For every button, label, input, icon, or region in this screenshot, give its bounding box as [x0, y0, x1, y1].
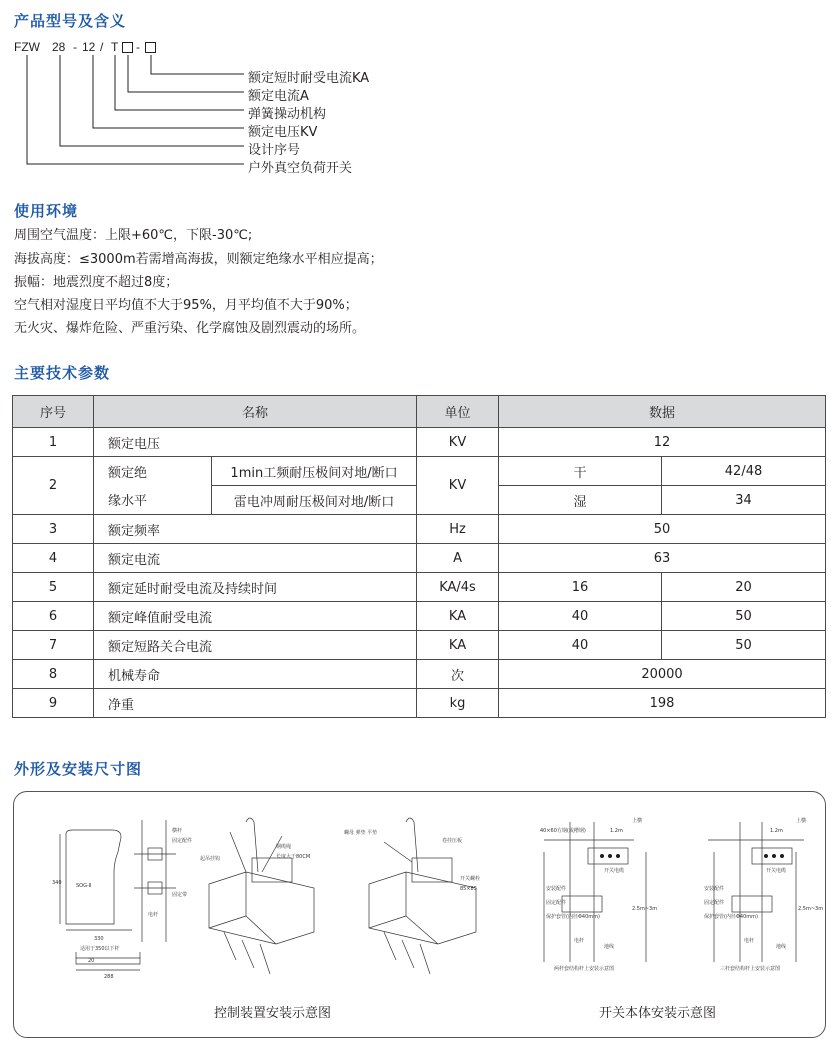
env-altitude: 海拔高度：≤3000m若需增高海拔，则额定绝缘水平相应提高； [14, 252, 383, 267]
label-ground-b: 地线 [776, 944, 787, 950]
cell-dry-value: 42/48 [662, 457, 826, 486]
installation-diagram-panel [13, 791, 826, 1038]
cell-name: 额定绝 [94, 457, 212, 486]
label-protect: 保护套管(内径Φ40mm) [546, 914, 600, 920]
table-row [13, 689, 826, 718]
label-pole-2: 电杆 [574, 938, 585, 944]
table-row [13, 602, 826, 631]
cell-name: 额定电压 [94, 428, 417, 457]
cell-name: 净重 [94, 689, 417, 718]
label-height: 2.5m~3m [632, 906, 658, 912]
cell-unit: KA [417, 602, 499, 631]
code-prefix: FZW [14, 40, 40, 54]
cell-name: 额定电流 [94, 544, 417, 573]
meaning-design-no: 设计序号 [248, 143, 301, 158]
label-size-85: 85×85 [460, 886, 477, 892]
cell-unit: KV [417, 428, 499, 457]
section-title-params: 主要技术参数 [14, 364, 111, 382]
label-support: 安装配件 [546, 886, 567, 892]
label-crossbar-top: 上横 [632, 818, 643, 824]
cell-subname: 雷电冲周耐压极间对地/断口 [212, 486, 417, 515]
dim-20: 20 [88, 958, 95, 964]
cell-no: 8 [13, 660, 94, 689]
cell-no: 1 [13, 428, 94, 457]
cell-data: 20000 [499, 660, 826, 689]
env-seismic: 振幅：地震烈度不超过8度； [14, 275, 179, 290]
code-design-no: 28 [52, 40, 66, 54]
cell-data-b: 50 [662, 602, 826, 631]
label-span: 1.2m [610, 828, 623, 834]
table-row [13, 631, 826, 660]
meaning-rated-current: 额定电流A [248, 89, 309, 104]
cell-no: 2 [13, 457, 94, 515]
dim-340: 340 [52, 880, 62, 886]
table-row [13, 573, 826, 602]
note-left: 适用于350以下杆 [80, 946, 120, 952]
cell-name: 额定短路关合电流 [94, 631, 417, 660]
label-fixing-note: 40×60方钢(或槽钢) [540, 828, 586, 834]
bracket-detail [76, 952, 140, 964]
cell-unit: 次 [417, 660, 499, 689]
label-rope-len: 长度大于80CM [276, 854, 311, 860]
label-bolt-spring: 螺母 弹垫 平垫 [344, 830, 378, 836]
label-height-b: 2.5m~3m [798, 906, 824, 912]
cell-wet-value: 34 [662, 486, 826, 515]
label-pole: 电杆 [148, 912, 159, 918]
section-title-dims: 外形及安装尺寸图 [14, 760, 143, 778]
table-row [13, 544, 826, 573]
cell-unit: KA/4s [417, 573, 499, 602]
label-ground: 地线 [604, 944, 615, 950]
caption-control-install: 控制装置安装示意图 [214, 1006, 332, 1021]
pole-install-two [544, 822, 646, 962]
cell-unit: A [417, 544, 499, 573]
label-fixture: 固定配件 [546, 900, 567, 906]
cell-name: 额定频率 [94, 515, 417, 544]
section-title-env: 使用环境 [14, 202, 79, 220]
label-pole-b: 电杆 [744, 938, 755, 944]
meaning-spring-mechanism: 弹簧操动机构 [248, 107, 327, 122]
label-steel-rope: 钢缆绳 [276, 844, 292, 850]
label-sog: SOG-Ⅱ [76, 883, 92, 889]
label-support-b: 安装配件 [704, 886, 725, 892]
cell-data-a: 40 [499, 631, 662, 660]
caption-switch-install: 开关本体安装示意图 [599, 1006, 717, 1021]
cell-dry-label: 干 [499, 457, 662, 486]
label-cross-arm: 横杆 [172, 828, 183, 834]
caption-three-pole: 三杆套结构杆上安装示意图 [720, 966, 781, 972]
section-title-model: 产品型号及含义 [14, 12, 127, 30]
cell-data-a: 40 [499, 602, 662, 631]
meaning-short-time-current: 额定短时耐受电流KA [248, 71, 370, 86]
cell-data: 12 [499, 428, 826, 457]
installation-drawings [14, 792, 825, 1002]
model-code-leader-lines [0, 0, 260, 180]
env-humidity: 空气相对湿度日平均值不大于95%，月平均值不大于90%； [14, 298, 358, 313]
switch-body-1 [209, 818, 314, 974]
cell-data-a: 16 [499, 573, 662, 602]
header-no: 序号 [13, 396, 94, 428]
cell-name: 额定延时耐受电流及持续时间 [94, 573, 417, 602]
code-mechanism: T [111, 40, 119, 54]
label-switch-bolt: 开关螺栓 [460, 876, 481, 882]
label-crossbar-top-b: 上横 [796, 818, 807, 824]
code-dash-2: - [136, 40, 140, 54]
table-row [13, 457, 826, 486]
header-data: 数据 [499, 396, 826, 428]
label-fixing-band: 固定带 [172, 892, 188, 898]
label-protect-b: 保护套管(内径Φ40mm) [704, 914, 758, 920]
table-row [13, 515, 826, 544]
control-box-outline [66, 830, 121, 924]
label-fixture-b: 固定配件 [704, 900, 725, 906]
cell-unit: KA [417, 631, 499, 660]
label-switch-box-b: 开关电缆 [766, 868, 787, 874]
dim-330: 330 [94, 936, 104, 942]
pole-install-three [708, 822, 804, 962]
cell-data: 50 [499, 515, 826, 544]
env-hazard: 无火灾、爆炸危险、严重污染、化学腐蚀及剧烈震动的场所。 [14, 321, 366, 336]
cell-no: 5 [13, 573, 94, 602]
meaning-outdoor-switch: 户外真空负荷开关 [248, 161, 353, 176]
code-voltage: 12 [82, 40, 96, 54]
label-fixing-parts: 固定配件 [172, 838, 193, 844]
cell-name: 额定峰值耐受电流 [94, 602, 417, 631]
cell-no: 4 [13, 544, 94, 573]
cell-no: 6 [13, 602, 94, 631]
header-name: 名称 [94, 396, 417, 428]
label-lift-tool: 起吊挂钩 [200, 856, 221, 862]
label-span-b: 1.2m [770, 828, 783, 834]
cell-data: 63 [499, 544, 826, 573]
params-table [12, 395, 826, 718]
label-switch-box: 开关电缆 [604, 868, 625, 874]
code-dash: - [73, 40, 77, 54]
table-header-row [13, 396, 826, 428]
label-hoop-plate: 卷挂压板 [442, 838, 463, 844]
cell-unit: kg [417, 689, 499, 718]
table-row [13, 660, 826, 689]
cell-no: 7 [13, 631, 94, 660]
cell-wet-label: 湿 [499, 486, 662, 515]
cell-name: 缘水平 [94, 486, 212, 515]
header-unit: 单位 [417, 396, 499, 428]
cell-subname: 1min工频耐压极间对地/断口 [212, 457, 417, 486]
cell-data-b: 20 [662, 573, 826, 602]
cell-no: 9 [13, 689, 94, 718]
cell-unit: Hz [417, 515, 499, 544]
caption-two-pole: 两杆套结构杆上安装示意图 [554, 966, 615, 972]
cell-name: 机械寿命 [94, 660, 417, 689]
cell-data-b: 50 [662, 631, 826, 660]
cell-unit: KV [417, 457, 499, 515]
pole-left [142, 820, 166, 942]
code-slash: / [100, 40, 104, 54]
dim-288: 288 [104, 974, 114, 980]
cell-data: 198 [499, 689, 826, 718]
table-row [13, 428, 826, 457]
cell-no: 3 [13, 515, 94, 544]
env-temperature: 周围空气温度：上限+60℃，下限-30℃; [14, 228, 253, 243]
meaning-rated-voltage: 额定电压KV [248, 125, 318, 140]
